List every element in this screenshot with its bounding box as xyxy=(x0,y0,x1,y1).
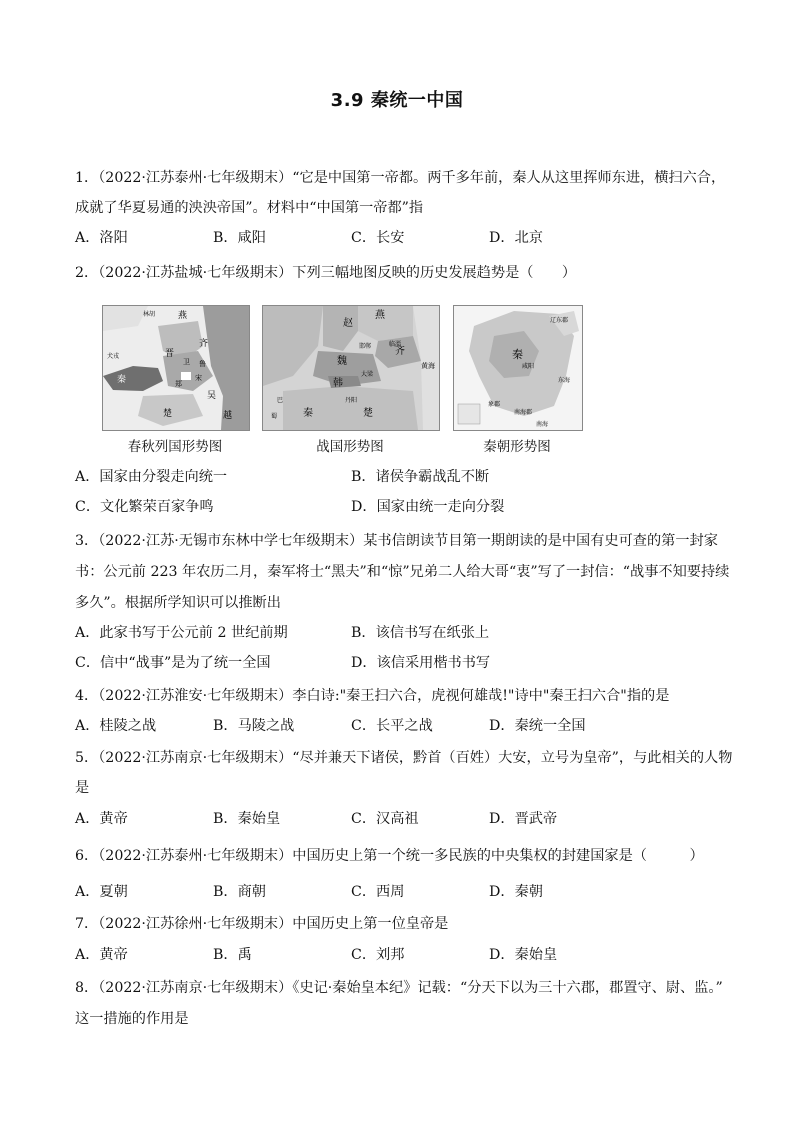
svg-text:象郡: 象郡 xyxy=(488,401,501,408)
map1-label: 燕 xyxy=(178,311,188,321)
question-1-line-2: 成就了华夏易通的泱泱帝国”。材料中“中国第一帝都”指 xyxy=(75,200,424,216)
option-c[interactable]: C．信中“战事”是为了统一全国 xyxy=(75,655,271,671)
question-6-options xyxy=(75,882,735,902)
option-c[interactable]: C．文化繁荣百家争鸣 xyxy=(75,499,214,515)
svg-text:南海: 南海 xyxy=(536,421,549,428)
svg-text:赵: 赵 xyxy=(343,318,353,329)
question-7-options xyxy=(75,945,735,965)
option-b[interactable]: B．马陵之战 xyxy=(213,718,295,734)
question-3-line-1: 3．（2022·江苏·无锡市东林中学七年级期末）某书信朗读节目第一期朗读的是中国有史可查的第一封家 xyxy=(75,533,718,549)
question-1-options xyxy=(75,228,735,248)
svg-text:丹阳: 丹阳 xyxy=(345,397,358,404)
spring-autumn-map xyxy=(102,305,250,431)
svg-text:巴: 巴 xyxy=(277,397,284,404)
question-6-line-1: 6．（2022·江苏泰州·七年级期末）中国历史上第一个统一多民族的中央集权的封建国家是（ ） xyxy=(75,848,704,864)
map-caption-2: 战国形势图 xyxy=(316,439,384,455)
option-d[interactable]: D．秦朝 xyxy=(489,884,543,900)
option-c[interactable]: C．长平之战 xyxy=(351,718,433,734)
svg-text:东海: 东海 xyxy=(558,377,571,384)
svg-text:蜀: 蜀 xyxy=(271,413,278,420)
svg-text:齐: 齐 xyxy=(395,346,405,357)
svg-text:吴: 吴 xyxy=(207,391,217,401)
svg-text:越: 越 xyxy=(223,411,233,421)
option-c[interactable]: C．长安 xyxy=(351,230,405,246)
svg-text:鲁: 鲁 xyxy=(199,360,206,368)
svg-text:齐: 齐 xyxy=(199,339,209,349)
option-d[interactable]: D．国家由统一走向分裂 xyxy=(351,499,505,515)
svg-text:秦: 秦 xyxy=(117,375,127,385)
option-a[interactable]: A．桂陵之战 xyxy=(75,718,157,734)
svg-text:韩: 韩 xyxy=(333,378,343,389)
question-3-line-2: 书：公元前 223 年农历二月，秦军将士“黑夫”和“惊”兄弟二人给大哥“衷”写了一封信：“战事不知要持续 xyxy=(75,564,730,580)
option-c[interactable]: C．西周 xyxy=(351,884,405,900)
option-c[interactable]: C．刘邦 xyxy=(351,947,405,963)
option-a[interactable]: A．黄帝 xyxy=(75,947,128,963)
question-5-line-2: 是 xyxy=(75,780,90,796)
option-d[interactable]: D．晋武帝 xyxy=(489,811,558,827)
map-caption-1: 春秋列国形势图 xyxy=(127,439,223,455)
option-a[interactable]: A．国家由分裂走向统一 xyxy=(75,469,228,485)
question-8-line-2: 这一措施的作用是 xyxy=(75,1011,189,1027)
svg-text:宋: 宋 xyxy=(195,374,202,382)
question-7-line-1: 7．（2022·江苏徐州·七年级期末）中国历史上第一位皇帝是 xyxy=(75,916,449,932)
option-a[interactable]: A．此家书写于公元前 2 世纪前期 xyxy=(75,625,288,641)
svg-text:晋: 晋 xyxy=(165,349,175,359)
question-4-line-1: 4．（2022·江苏淮安·七年级期末）李白诗:"秦王扫六合，虎视何雄哉!"诗中"秦王扫六合"指的是 xyxy=(75,688,670,704)
question-2-options-row-2 xyxy=(75,497,735,517)
option-d[interactable]: D．秦统一全国 xyxy=(489,718,586,734)
svg-text:燕: 燕 xyxy=(375,310,385,321)
svg-text:魏: 魏 xyxy=(337,356,347,367)
option-a[interactable]: A．洛阳 xyxy=(75,230,128,246)
svg-text:林胡: 林胡 xyxy=(143,311,156,318)
page-title: 3.9 秦统一中国 xyxy=(330,90,464,111)
question-2-line-1: 2．（2022·江苏盐城·七年级期末）下列三幅地图反映的历史发展趋势是（ ） xyxy=(75,265,577,281)
option-d[interactable]: D．北京 xyxy=(489,230,543,246)
option-b[interactable]: B．咸阳 xyxy=(213,230,266,246)
svg-text:临淄: 临淄 xyxy=(389,341,402,348)
option-b[interactable]: B．禹 xyxy=(213,947,252,963)
svg-text:咸阳: 咸阳 xyxy=(522,363,535,370)
warring-states-map xyxy=(262,305,440,431)
svg-text:大梁: 大梁 xyxy=(361,371,374,378)
svg-text:卫: 卫 xyxy=(183,358,190,366)
map-group xyxy=(102,305,582,465)
svg-text:郑: 郑 xyxy=(175,380,182,388)
svg-text:秦: 秦 xyxy=(303,408,313,419)
option-b[interactable]: B．该信书写在纸张上 xyxy=(351,625,490,641)
svg-text:秦: 秦 xyxy=(512,348,523,361)
question-3-options-row-2 xyxy=(75,653,735,673)
option-d[interactable]: D．秦始皇 xyxy=(489,947,558,963)
option-a[interactable]: A．夏朝 xyxy=(75,884,128,900)
question-4-options xyxy=(75,716,735,736)
option-a[interactable]: A．黄帝 xyxy=(75,811,128,827)
question-5-options xyxy=(75,809,735,829)
option-b[interactable]: B．商朝 xyxy=(213,884,266,900)
question-1-line-1: 1．（2022·江苏泰州·七年级期末）“它是中国第一帝都。两千多年前，秦人从这里挥师东进，横扫六合， xyxy=(75,170,726,186)
svg-text:辽东郡: 辽东郡 xyxy=(550,317,569,324)
svg-text:邯郸: 邯郸 xyxy=(359,343,372,350)
option-c[interactable]: C．汉高祖 xyxy=(351,811,419,827)
question-8-line-1: 8．（2022·江苏南京·七年级期末）《史记·秦始皇本纪》记载：“分天下以为三十六郡，郡置守、尉、监。” xyxy=(75,980,723,996)
question-3-options-row-1 xyxy=(75,623,735,643)
svg-text:犬戎: 犬戎 xyxy=(107,353,120,360)
qin-dynasty-map xyxy=(453,305,583,431)
option-b[interactable]: B．秦始皇 xyxy=(213,811,281,827)
option-b[interactable]: B．诸侯争霸战乱不断 xyxy=(351,469,490,485)
question-5-line-1: 5．（2022·江苏南京·七年级期末）“尽并兼天下诸侯，黔首（百姓）大安，立号为皇帝”，与此相关的人物 xyxy=(75,750,733,766)
svg-text:南海郡: 南海郡 xyxy=(514,409,533,416)
svg-text:楚: 楚 xyxy=(163,409,173,419)
question-3-line-3: 多久”。根据所学知识可以推断出 xyxy=(75,595,281,611)
question-2-options-row-1 xyxy=(75,467,735,487)
svg-text:黄海: 黄海 xyxy=(421,362,435,370)
option-d[interactable]: D．该信采用楷书书写 xyxy=(351,655,491,671)
map-caption-3: 秦朝形势图 xyxy=(483,439,551,455)
svg-text:楚: 楚 xyxy=(363,408,373,419)
